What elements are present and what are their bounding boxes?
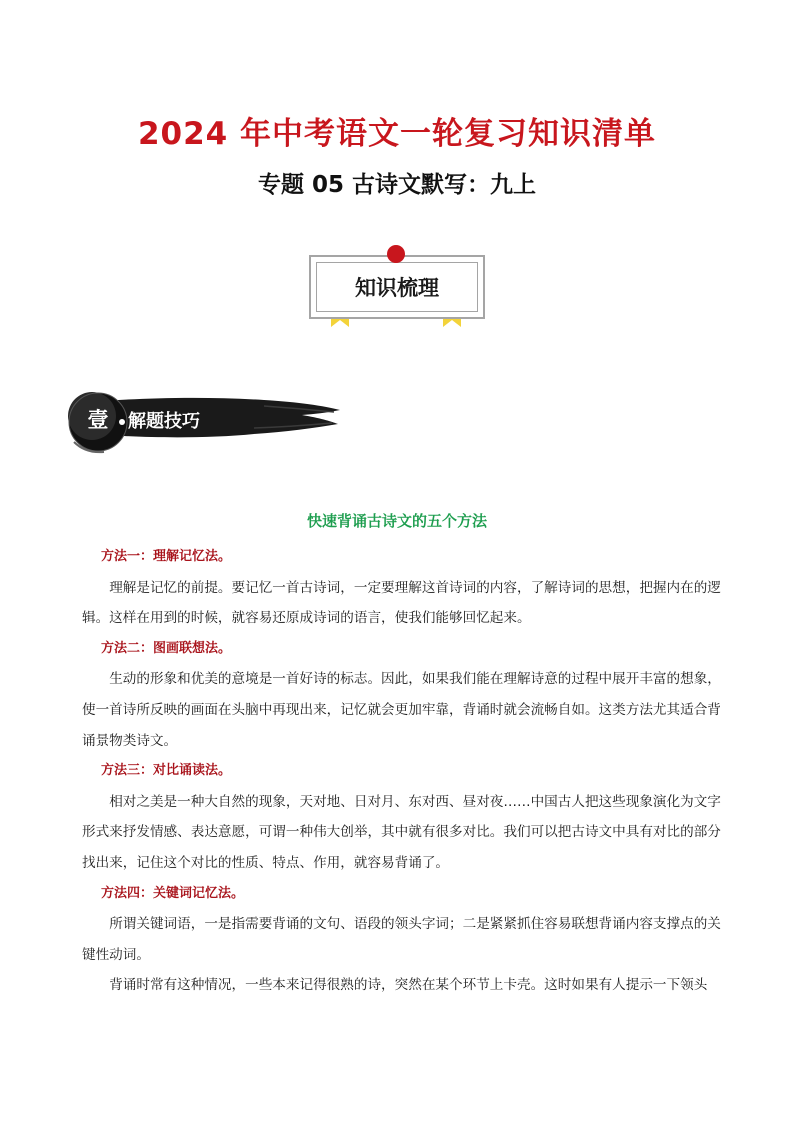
method-heading: 方法二：图画联想法。 <box>101 640 232 656</box>
knowledge-box <box>309 245 487 327</box>
section-label: 解题技巧 <box>128 411 200 432</box>
paragraph: 背诵时常有这种情况，一些本来记得很熟的诗，突然在某个环节上卡壳。这时如果有人提示一下领头 <box>109 977 708 994</box>
method-heading: 方法三：对比诵读法。 <box>101 763 232 779</box>
paragraph: 所谓关键词语，一是指需要背诵的文句、语段的领头字词；二是紧紧抓住容易联想背诵内容支撑点的关键性动词。 <box>82 916 721 963</box>
method-heading: 方法四：关键词记忆法。 <box>101 885 245 901</box>
document-title: 2024 年中考语文一轮复习知识清单 <box>137 116 657 152</box>
document-subtitle: 专题 05 古诗文默写：九上 <box>257 172 537 198</box>
method-heading: 方法一：理解记忆法。 <box>101 549 232 564</box>
paragraph: 理解是记忆的前提。要记忆一首古诗词，一定要理解这首诗词的内容，了解诗词的思想，把握内在的逻辑。这样在用到的时候，就容易还原成诗词的语言，使我们能够回忆起来。 <box>82 579 721 627</box>
article-body <box>82 542 732 1001</box>
section-number: 壹 <box>87 408 109 432</box>
article-title: 快速背诵古诗文的五个方法 <box>306 512 487 530</box>
section-header <box>64 382 344 460</box>
paragraph: 相对之美是一种大自然的现象，天对地、日对月、东对西、昼对夜……中国古人把这些现象演化为文字形式来抒发情感、表达意愿，可谓一种伟大创举，其中就有很多对比。我们可以把古诗文中具有对比的部分找出来，记住这个对比的性质、特点、作用，就容易背诵了。 <box>82 793 721 871</box>
red-dot-icon <box>387 245 405 263</box>
knowledge-box-label: 知识梳理 <box>316 262 478 312</box>
paragraph: 生动的形象和优美的意境是一首好诗的标志。因此，如果我们能在理解诗意的过程中展开丰富的想象，使一首诗所反映的画面在头脑中再现出来，记忆就会更加牢靠，背诵时就会流畅自如。这类方法尤其适合背诵景物类诗文。 <box>82 671 721 749</box>
knowledge-box-frame <box>309 255 485 319</box>
